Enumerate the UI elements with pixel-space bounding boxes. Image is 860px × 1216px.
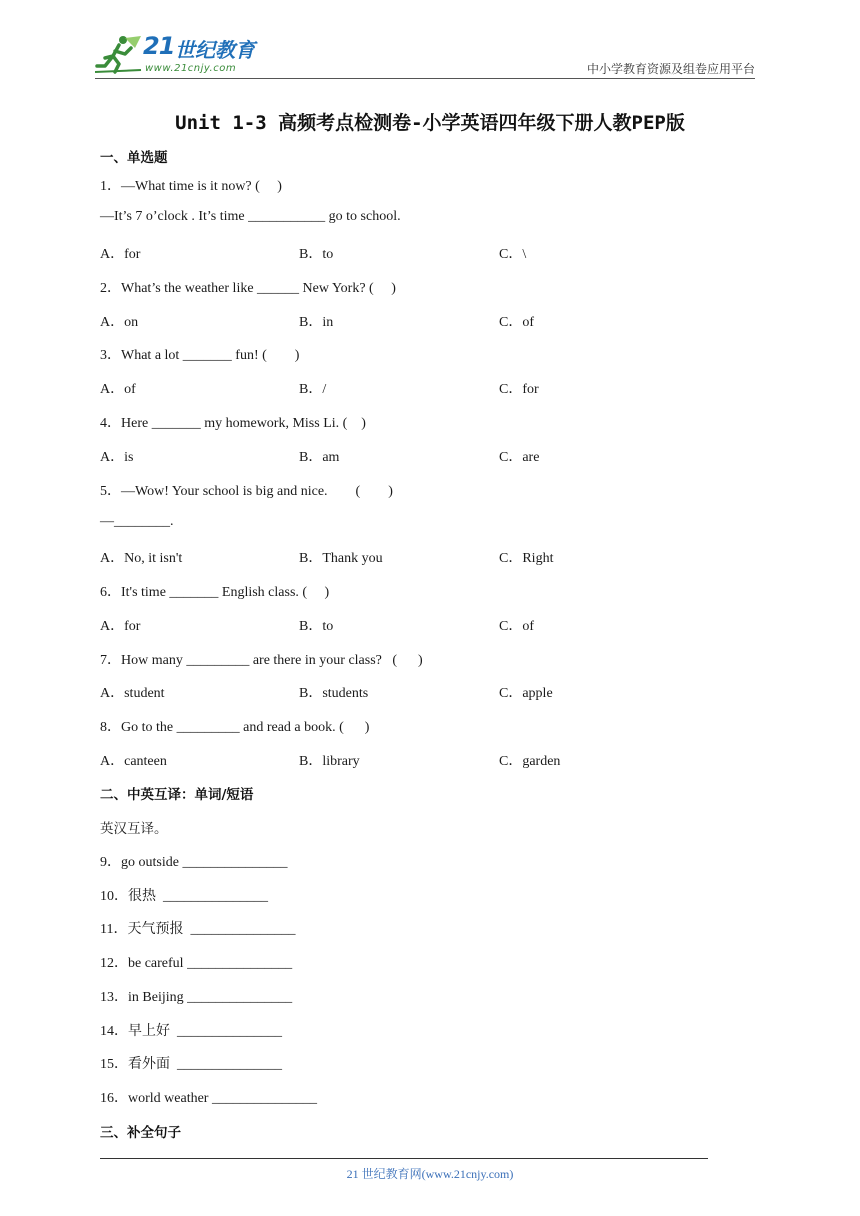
site-logo: [95, 34, 265, 78]
translate-item-10: 10．很热 _______________: [100, 889, 268, 904]
question-1-option-b: B．to: [299, 247, 334, 262]
logo-number: 21: [143, 32, 175, 60]
question-3: 3．What a lot _______ fun! ( ): [100, 348, 300, 363]
question-2: 2．What’s the weather like ______ New York? ( ): [100, 281, 396, 296]
translate-item-16: 16．world weather _______________: [100, 1091, 317, 1106]
section-heading-2: 二、中英互译：单词/短语: [100, 787, 254, 803]
question-6: 6．It's time _______ English class. ( ): [100, 585, 330, 600]
question-5-extra: —________.: [100, 514, 174, 529]
footer-divider: [100, 1158, 708, 1159]
question-7-option-b: B．students: [299, 686, 369, 701]
page-header: [95, 28, 755, 80]
translate-intro: 英汉互译。: [100, 821, 168, 837]
page-title: Unit 1-3 高频考点检测卷-小学英语四年级下册人教PEP版: [175, 112, 685, 134]
section-heading-3: 三、补全句子: [100, 1125, 181, 1141]
question-1-extra: —It’s 7 o’clock . It’s time ___________ go to school.: [100, 209, 401, 224]
question-2-option-c: C．of: [499, 315, 534, 330]
translate-item-12: 12．be careful _______________: [100, 956, 293, 971]
question-5-option-a: A．No, it isn't: [100, 551, 183, 566]
logo-text: 世纪教育: [175, 38, 255, 62]
question-5-option-c: C．Right: [499, 551, 554, 566]
question-1-option-c: C．\: [499, 247, 527, 262]
question-3-option-b: B．/: [299, 382, 327, 397]
question-1: 1．—What time is it now? ( ): [100, 179, 282, 194]
question-2-option-a: A．on: [100, 315, 139, 330]
runner-logo-icon: [95, 34, 143, 74]
question-4-option-a: A．is: [100, 450, 134, 465]
translate-item-11: 11．天气预报 _______________: [100, 922, 296, 937]
question-6-option-c: C．of: [499, 619, 534, 634]
question-5: 5．—Wow! Your school is big and nice. ( ): [100, 484, 393, 499]
header-platform-text: 中小学教育资源及组卷应用平台: [586, 62, 755, 76]
question-8-option-a: A．canteen: [100, 754, 167, 769]
question-3-option-a: A．of: [100, 382, 136, 397]
translate-item-9: 9．go outside _______________: [100, 855, 288, 870]
question-7-option-a: A．student: [100, 686, 165, 701]
section-heading-1: 一、单选题: [100, 150, 168, 166]
logo-url: www.21cnjy.com: [145, 63, 237, 74]
question-7-option-c: C．apple: [499, 686, 553, 701]
question-3-option-c: C．for: [499, 382, 539, 397]
question-5-option-b: B．Thank you: [299, 551, 383, 566]
question-8-option-b: B．library: [299, 754, 360, 769]
question-2-option-b: B．in: [299, 315, 334, 330]
translate-item-13: 13．in Beijing _______________: [100, 990, 293, 1005]
question-8-option-c: C．garden: [499, 754, 561, 769]
header-divider: [95, 78, 755, 79]
question-4-option-c: C．are: [499, 450, 540, 465]
footer-text[interactable]: 21 世纪教育网(www.21cnjy.com): [346, 1167, 514, 1181]
translate-item-15: 15．看外面 _______________: [100, 1057, 282, 1072]
question-6-option-a: A．for: [100, 619, 141, 634]
question-6-option-b: B．to: [299, 619, 334, 634]
question-4: 4．Here _______ my homework, Miss Li. ( ): [100, 416, 366, 431]
translate-item-14: 14．早上好 _______________: [100, 1024, 282, 1039]
question-4-option-b: B．am: [299, 450, 340, 465]
question-1-option-a: A．for: [100, 247, 141, 262]
question-8: 8．Go to the _________ and read a book. ( ): [100, 720, 370, 735]
question-7: 7．How many _________ are there in your class? ( ): [100, 653, 423, 668]
